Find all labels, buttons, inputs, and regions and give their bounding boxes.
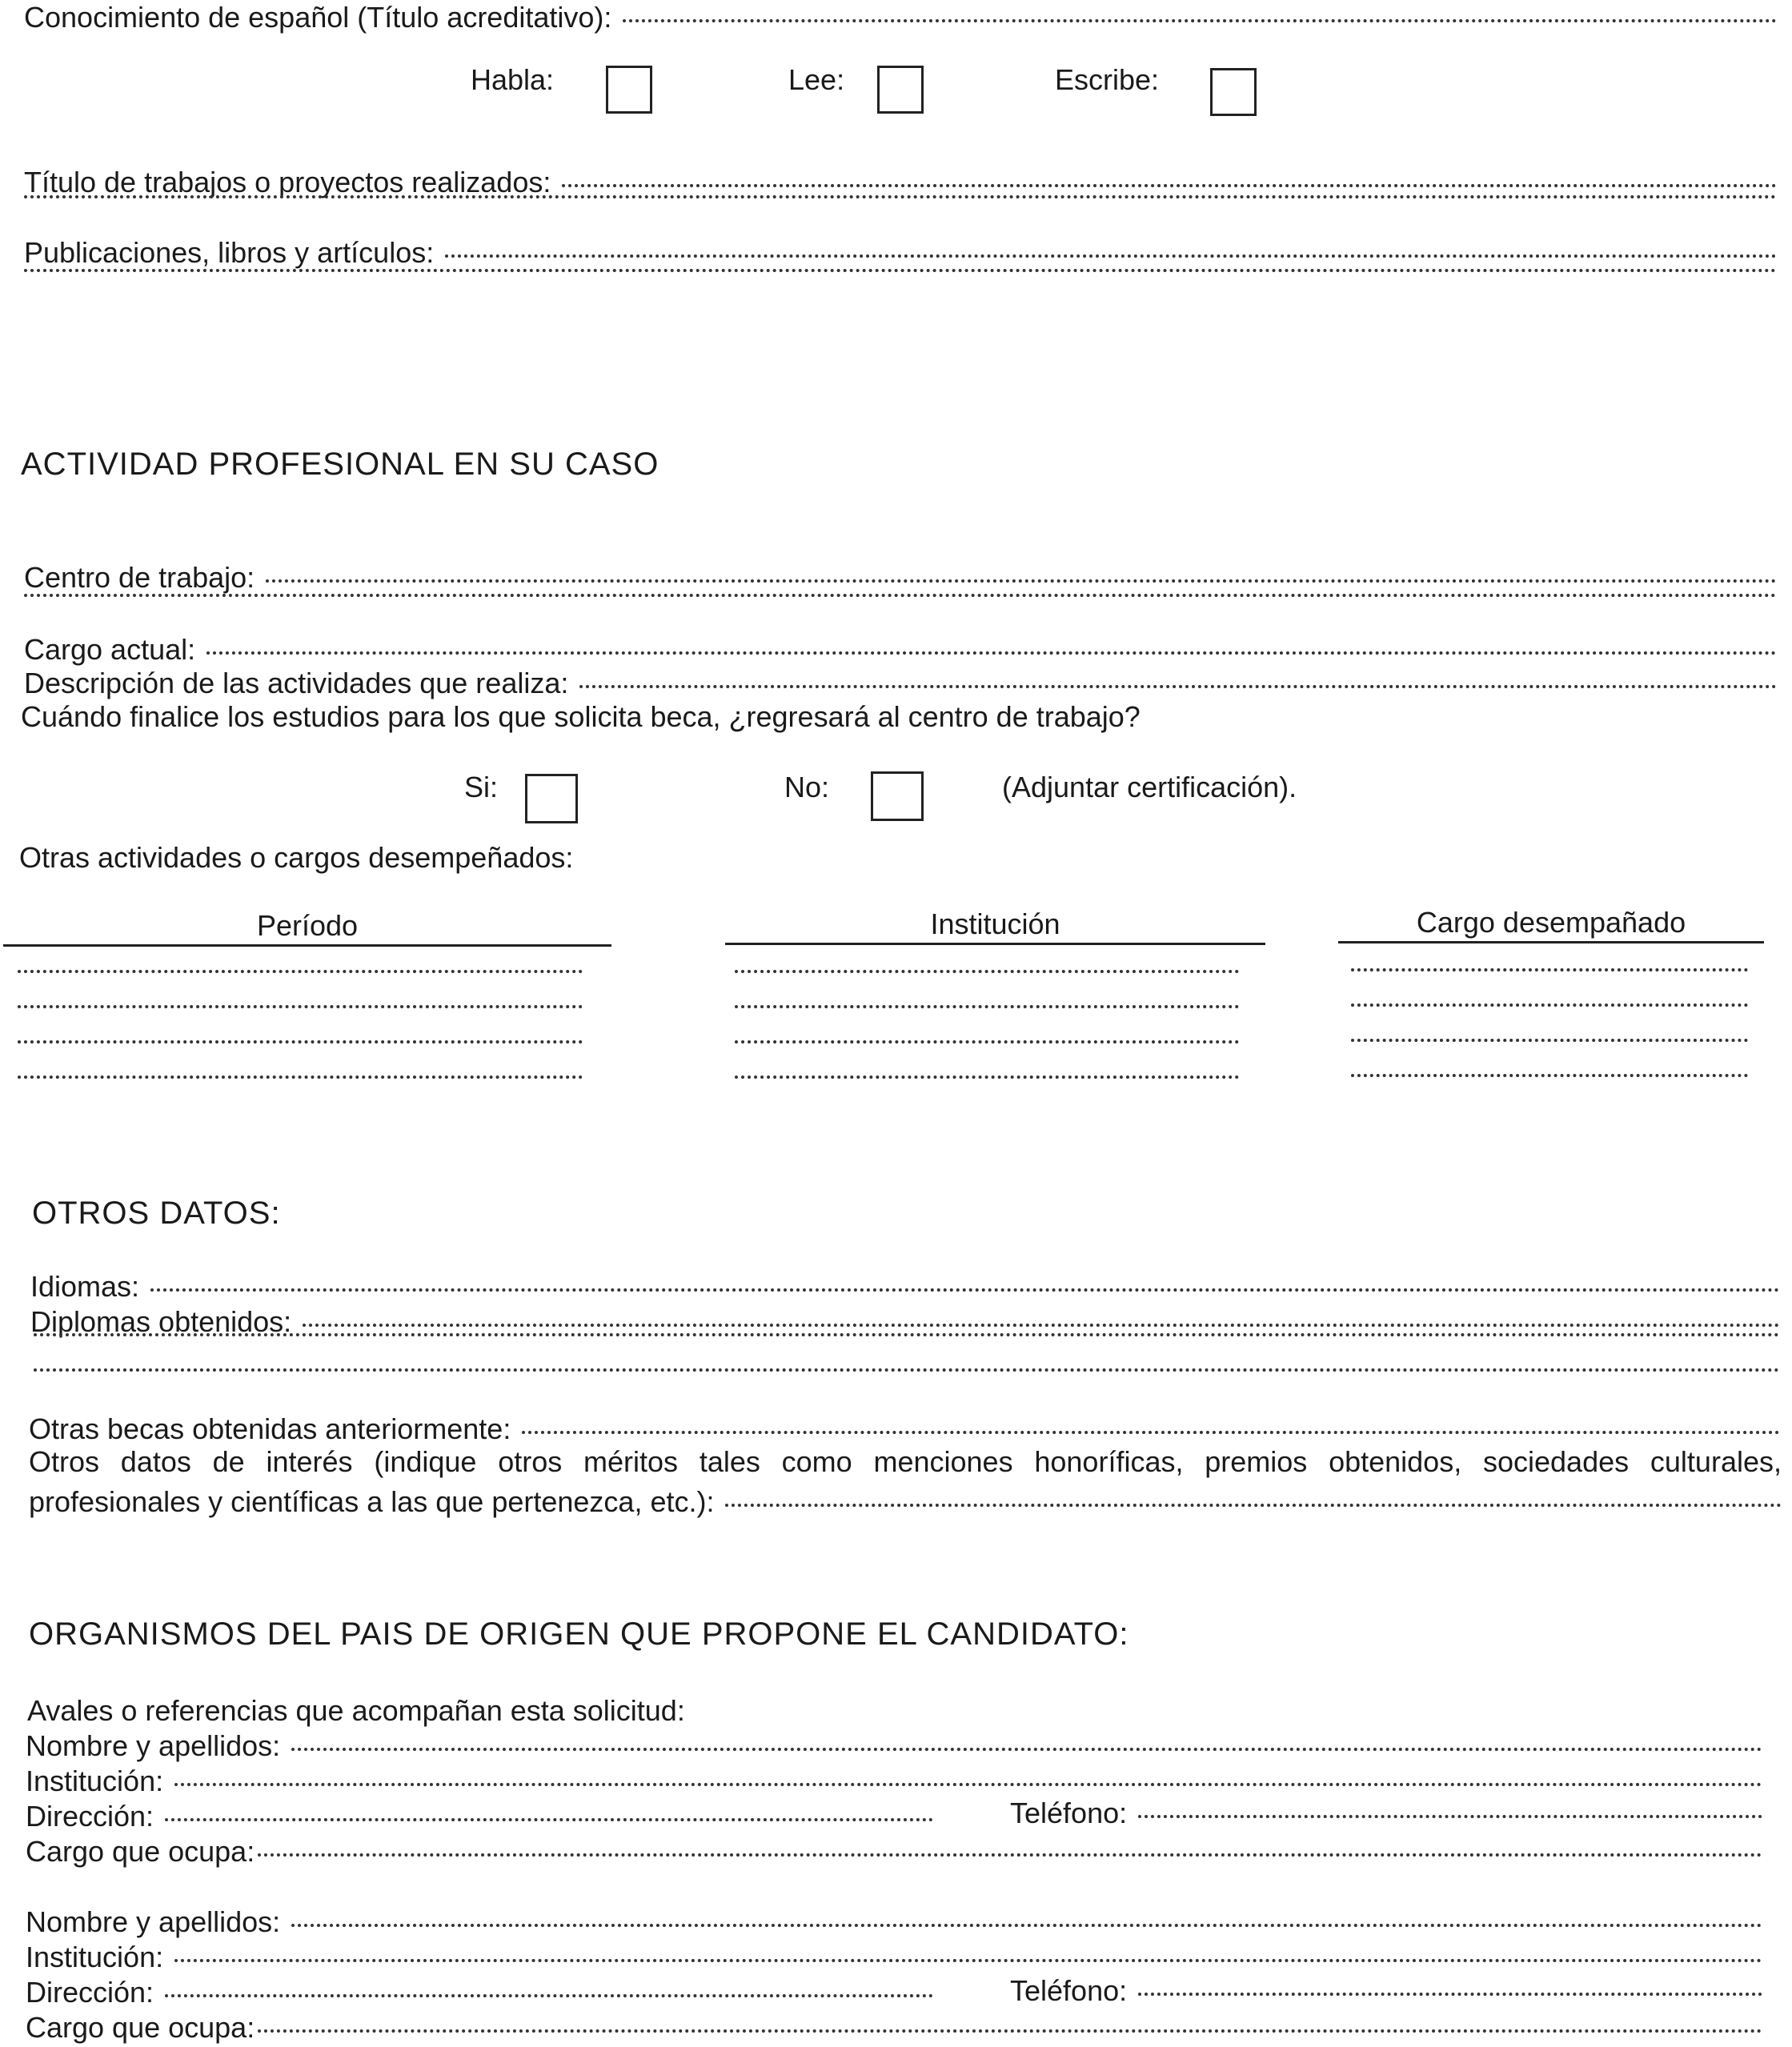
position-held-field[interactable] bbox=[1351, 1039, 1748, 1042]
period-field[interactable] bbox=[18, 970, 583, 973]
activities-field[interactable] bbox=[579, 685, 1777, 688]
section-heading-organisms: ORGANISMOS DEL PAIS DE ORIGEN QUE PROPONE EL CANDIDATO: bbox=[29, 1616, 1129, 1652]
diplomas-label: Diplomas obtenidos: bbox=[30, 1305, 292, 1338]
return-question: Cuándo finalice los estudios para los que solicita beca, ¿regresará al centro de trabajo? bbox=[21, 700, 1141, 733]
ref2-address-label: Dirección: bbox=[26, 1976, 154, 2009]
languages-field[interactable] bbox=[150, 1288, 1780, 1292]
other-activities-label: Otras actividades o cargos desempeñados: bbox=[19, 841, 574, 874]
position-held-field[interactable] bbox=[1351, 1003, 1748, 1007]
ref2-position-label: Cargo que ocupa: bbox=[26, 2011, 255, 2044]
current-position-line bbox=[24, 632, 1777, 667]
work-center-field-2[interactable] bbox=[24, 594, 1777, 597]
work-center-continuation bbox=[24, 599, 1777, 602]
spanish-knowledge-label: Conocimiento de español (Título acreditativo): bbox=[24, 1, 612, 34]
ref2-phone-line bbox=[1010, 1973, 1762, 2009]
languages-line bbox=[30, 1269, 1780, 1304]
ref2-name-line bbox=[26, 1905, 1762, 1940]
interest-field[interactable] bbox=[725, 1504, 1782, 1507]
speaks-label: Habla: bbox=[471, 63, 555, 96]
diplomas-field-2[interactable] bbox=[34, 1333, 1780, 1336]
ref1-name-line bbox=[26, 1729, 1762, 1764]
column-rule-institution bbox=[725, 943, 1265, 945]
column-rule-position bbox=[1338, 941, 1764, 943]
institution-field[interactable] bbox=[735, 970, 1239, 973]
publications-continuation bbox=[24, 274, 1777, 277]
works-titles-label: Título de trabajos o proyectos realizados: bbox=[24, 166, 551, 198]
period-field[interactable] bbox=[18, 1040, 583, 1044]
writes-checkbox[interactable] bbox=[1210, 68, 1257, 116]
spanish-knowledge-field[interactable] bbox=[623, 19, 1777, 22]
position-held-field[interactable] bbox=[1351, 1074, 1748, 1077]
interest-description: Otros datos de interés (indique otros méritos tales como menciones honoríficas, premios obtenidos, sociedades culturales, bbox=[29, 1445, 1782, 1478]
publications-field[interactable] bbox=[445, 254, 1777, 258]
reads-checkbox[interactable] bbox=[877, 66, 924, 114]
institution-field[interactable] bbox=[735, 1076, 1239, 1079]
ref1-name-label: Nombre y apellidos: bbox=[26, 1729, 281, 1762]
works-titles-field[interactable] bbox=[562, 184, 1777, 187]
ref2-name-field[interactable] bbox=[291, 1924, 1762, 1927]
ref2-institution-line bbox=[26, 1940, 1762, 1975]
works-titles-field-2[interactable] bbox=[24, 195, 1777, 198]
yes-label: Si: bbox=[464, 771, 499, 803]
ref1-position-label: Cargo que ocupa: bbox=[26, 1835, 255, 1868]
ref1-address-label: Dirección: bbox=[26, 1800, 154, 1833]
current-position-label: Cargo actual: bbox=[24, 633, 196, 666]
no-label: No: bbox=[784, 771, 830, 803]
ref1-name-field[interactable] bbox=[291, 1748, 1762, 1751]
previous-grants-label: Otras becas obtenidas anteriormente: bbox=[29, 1412, 511, 1445]
speaks-checkbox[interactable] bbox=[606, 66, 652, 114]
spanish-knowledge-line bbox=[24, 0, 1777, 35]
no-checkbox[interactable] bbox=[871, 771, 924, 821]
ref1-phone-field[interactable] bbox=[1138, 1815, 1762, 1818]
ref2-phone-field[interactable] bbox=[1138, 1993, 1762, 1996]
ref1-address-field[interactable] bbox=[165, 1818, 933, 1821]
previous-grants-field[interactable] bbox=[522, 1431, 1780, 1434]
references-intro: Avales o referencias que acompañan esta solicitud: bbox=[27, 1694, 685, 1727]
interest-line bbox=[29, 1482, 1782, 1522]
publications-field-2[interactable] bbox=[24, 269, 1777, 272]
ref2-institution-field[interactable] bbox=[174, 1959, 1762, 1962]
period-field[interactable] bbox=[18, 1005, 583, 1008]
ref2-institution-label: Institución: bbox=[26, 1941, 164, 1973]
ref1-phone-line bbox=[1010, 1796, 1762, 1831]
writes-label: Escribe: bbox=[1055, 63, 1160, 96]
diplomas-continuation-2 bbox=[34, 1373, 1780, 1376]
activities-label: Descripción de las actividades que realiza: bbox=[24, 667, 569, 699]
section-heading-professional: ACTIVIDAD PROFESIONAL EN SU CASO bbox=[21, 447, 659, 482]
ref2-address-line bbox=[26, 1975, 933, 2010]
ref1-phone-label: Teléfono: bbox=[1010, 1797, 1128, 1829]
column-header-period: Período bbox=[256, 909, 359, 942]
works-titles-continuation bbox=[24, 200, 1777, 203]
languages-label: Idiomas: bbox=[30, 1270, 140, 1303]
ref1-position-field[interactable] bbox=[258, 1853, 1762, 1857]
ref2-address-field[interactable] bbox=[165, 1994, 933, 1997]
yes-checkbox[interactable] bbox=[525, 774, 578, 823]
publications-line bbox=[24, 235, 1777, 270]
position-held-field[interactable] bbox=[1351, 968, 1748, 971]
diplomas-continuation-1 bbox=[34, 1338, 1780, 1341]
publications-label: Publicaciones, libros y artículos: bbox=[24, 236, 435, 269]
institution-field[interactable] bbox=[735, 1005, 1239, 1008]
ref1-institution-line bbox=[26, 1764, 1762, 1799]
column-rule-period bbox=[3, 944, 611, 947]
work-center-field[interactable] bbox=[266, 579, 1777, 583]
work-center-line bbox=[24, 560, 1777, 595]
ref2-name-label: Nombre y apellidos: bbox=[26, 1905, 281, 1938]
section-heading-other-data: OTROS DATOS: bbox=[32, 1196, 281, 1231]
ref2-position-field[interactable] bbox=[258, 2029, 1762, 2033]
ref2-position-line bbox=[26, 2010, 1762, 2045]
ref2-phone-label: Teléfono: bbox=[1010, 1974, 1128, 2007]
interest-label: profesionales y científicas a las que pertenezca, etc.): bbox=[29, 1485, 715, 1518]
ref1-institution-label: Institución: bbox=[26, 1765, 164, 1797]
column-header-institution: Institución bbox=[930, 907, 1060, 940]
ref1-position-line bbox=[26, 1834, 1762, 1869]
institution-field[interactable] bbox=[735, 1040, 1239, 1044]
work-center-label: Centro de trabajo: bbox=[24, 561, 255, 594]
period-field[interactable] bbox=[18, 1076, 583, 1079]
reads-label: Lee: bbox=[788, 63, 845, 96]
diplomas-field-3[interactable] bbox=[34, 1368, 1780, 1372]
current-position-field[interactable] bbox=[206, 651, 1777, 655]
ref1-institution-field[interactable] bbox=[174, 1783, 1762, 1786]
column-header-position: Cargo desempañado bbox=[1416, 906, 1686, 939]
diplomas-field[interactable] bbox=[303, 1324, 1780, 1327]
ref1-address-line bbox=[26, 1799, 933, 1834]
attach-note: (Adjuntar certificación). bbox=[1002, 771, 1297, 803]
activities-line bbox=[24, 666, 1777, 701]
